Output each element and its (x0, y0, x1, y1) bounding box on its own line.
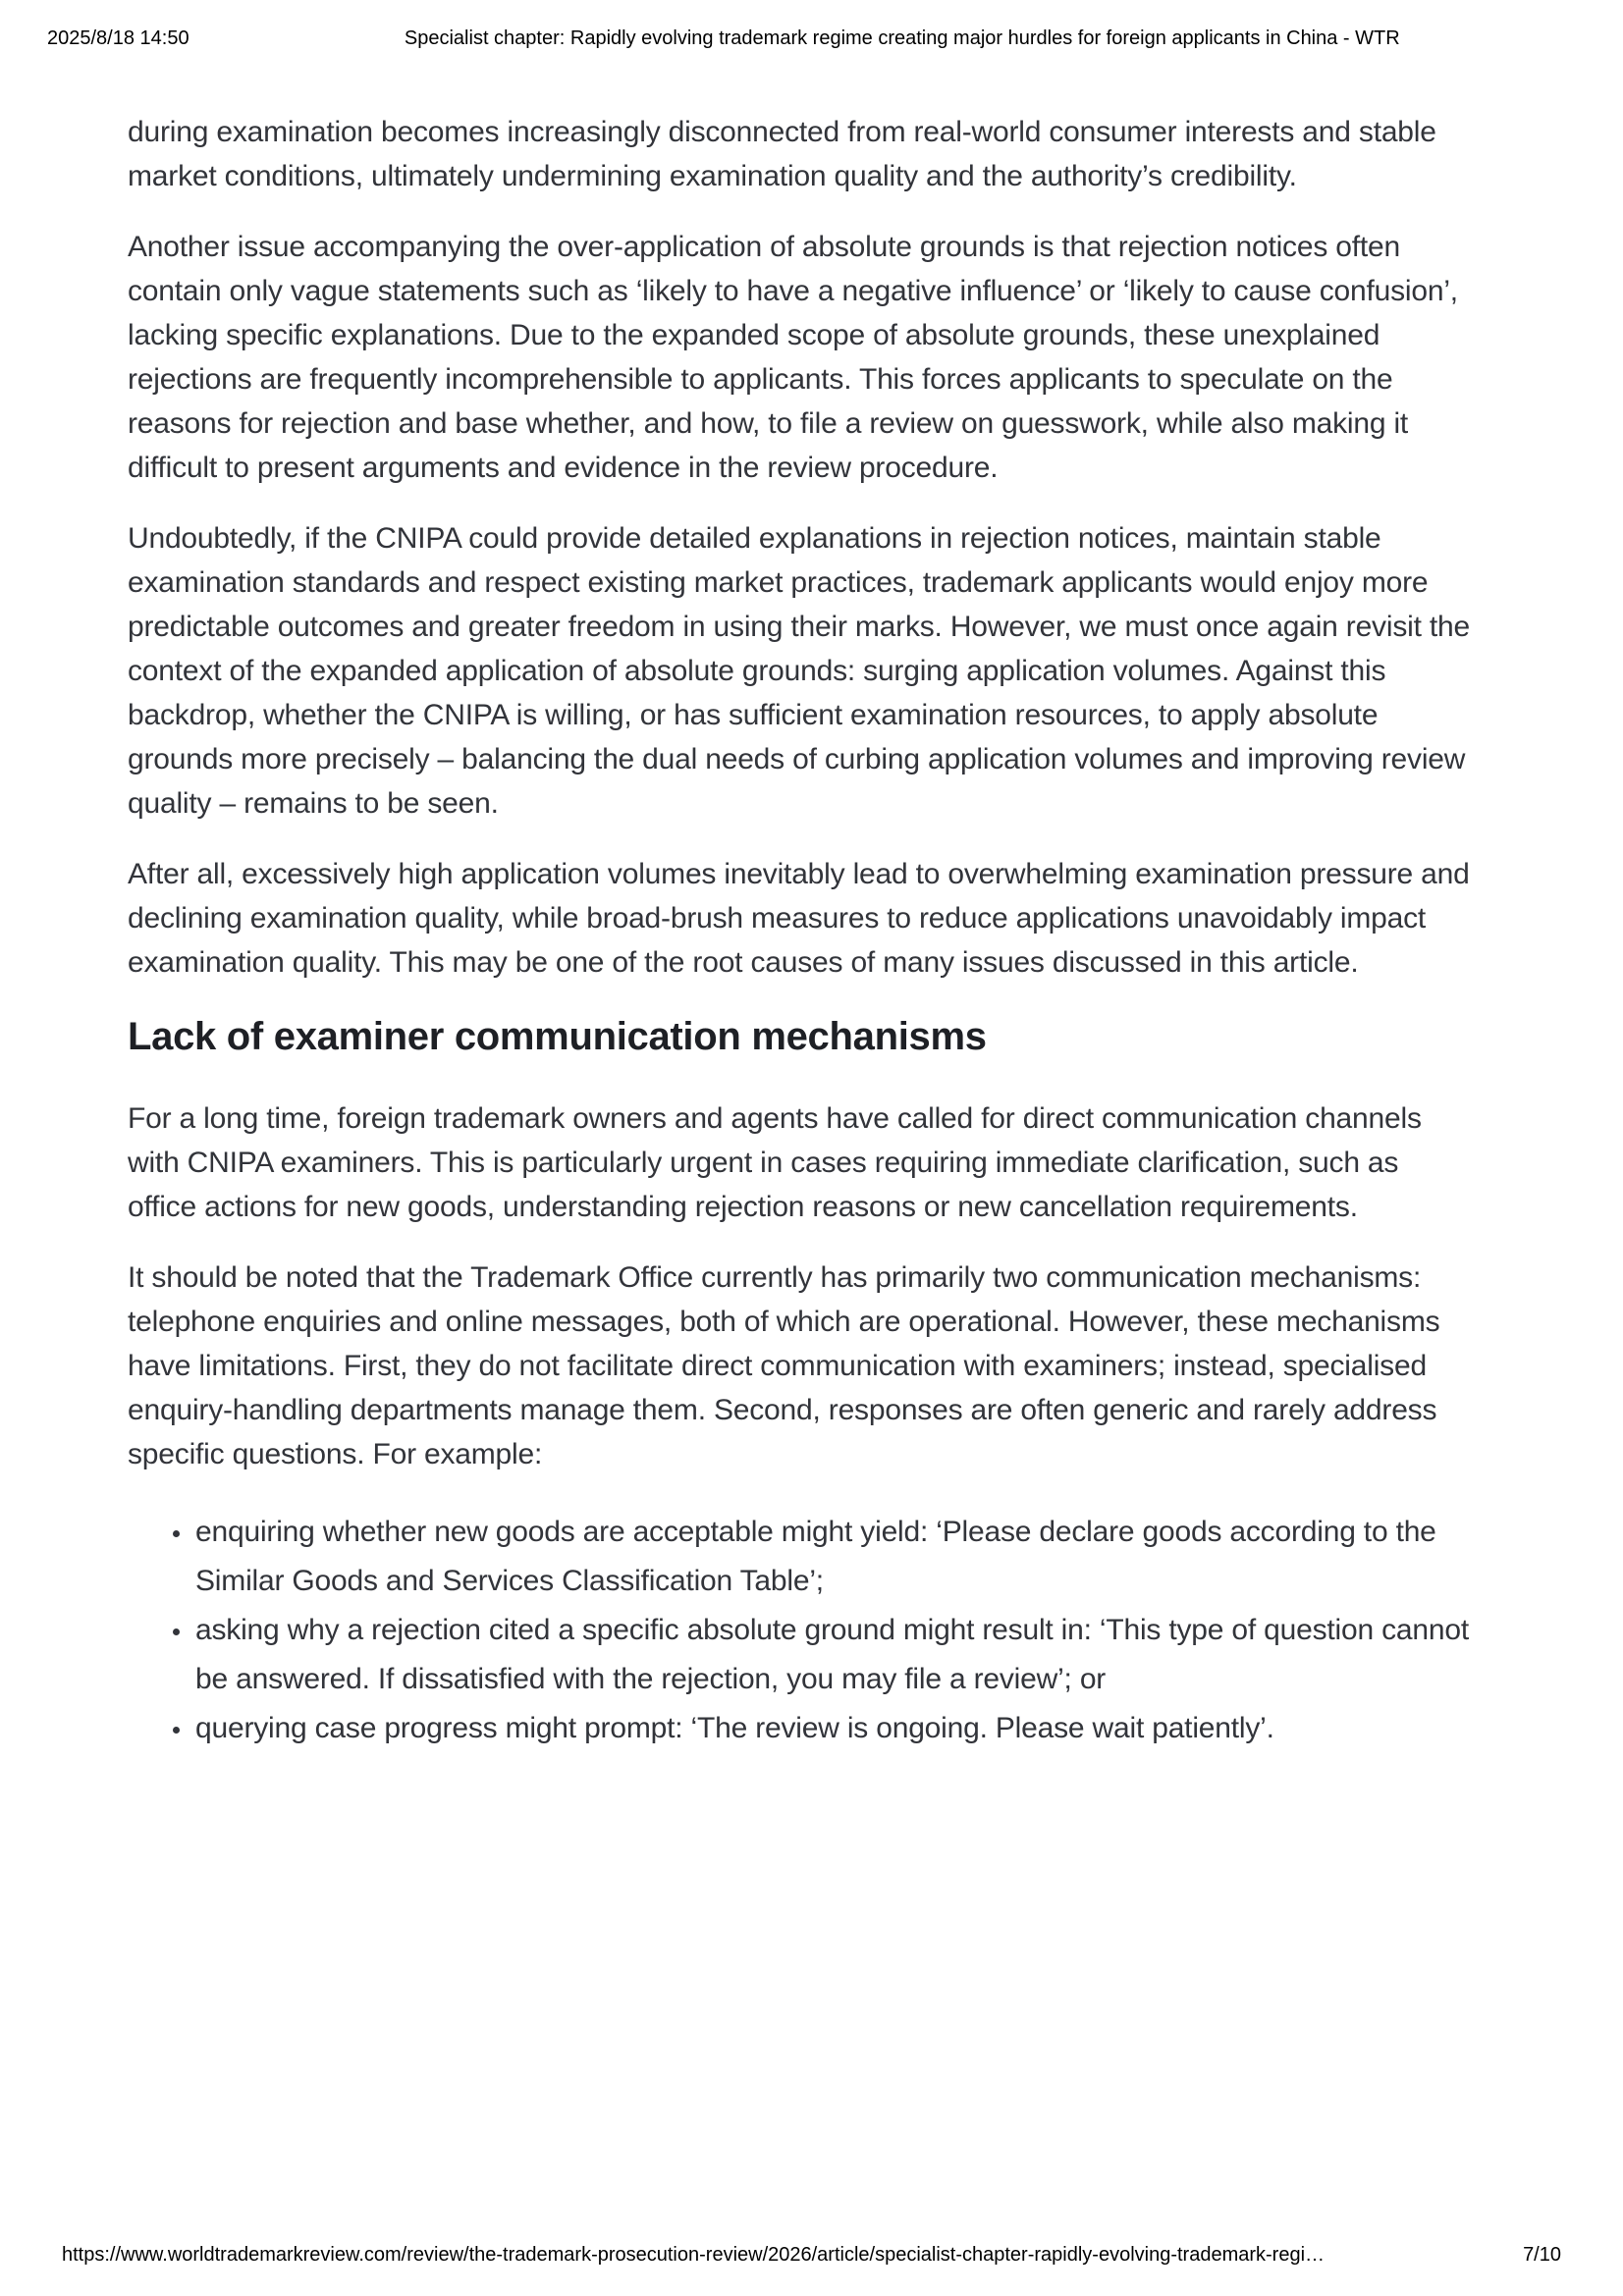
paragraph-communication-channels: For a long time, foreign trademark owners and agents have called for direct communication channels with CNIPA examiners. This is particularly urgent in cases requiring immediate clarification, such as office actions for new goods, understanding rejection reasons or new cancellation requirements. (128, 1102, 1422, 1223)
example-list (128, 1508, 1475, 1753)
section-heading: Lack of examiner communication mechanisms (128, 1015, 987, 1058)
paragraph-application-volumes: After all, excessively high application volumes inevitably lead to overwhelming examination pressure and declining examination quality, while broad-brush measures to reduce applications unavoidably impact examination quality. This may be one of the root causes of many issues discussed in this article. (128, 858, 1470, 979)
paragraph-cnipa-explanations: Undoubtedly, if the CNIPA could provide detailed explanations in rejection notices, maintain stable examination standards and respect existing market practices, trademark applicants would enjoy more predictable outcomes and greater freedom in using their marks. However, we must once again revisit the context of the expanded application of absolute grounds: surging application volumes. Against this backdrop, whether the CNIPA is willing, or has sufficient examination resources, to apply absolute grounds more precisely – balancing the dual needs of curbing application volumes and improving review quality – remains to be seen. (128, 522, 1470, 820)
list-item-rejection-ground: • asking why a rejection cited a specific absolute ground might result in: ‘This type of question cannot be answered. If dissatisfied with the rejection, you may file a review’; or (193, 1606, 1475, 1704)
list-item-new-goods: • enquiring whether new goods are acceptable might yield: ‘Please declare goods according to the Similar Goods and Services Classification Table’; (193, 1508, 1475, 1606)
paragraph-examination-quality: during examination becomes increasingly disconnected from real-world consumer interests and stable market conditions, ultimately undermining examination quality and the authority’s credibility. (128, 116, 1436, 192)
article-content (128, 110, 1475, 1753)
print-timestamp: 2025/8/18 14:50 (47, 27, 189, 49)
list-item-case-progress: • querying case progress might prompt: ‘The review is ongoing. Please wait patiently’. (193, 1704, 1475, 1753)
document-title: Specialist chapter: Rapidly evolving trademark regime creating major hurdles for foreign applicants in China - WTR (404, 27, 1400, 49)
print-footer (0, 2244, 1623, 2267)
print-header (0, 27, 1623, 50)
paragraph-vague-rejections: Another issue accompanying the over-application of absolute grounds is that rejection notices often contain only vague statements such as ‘likely to have a negative influence’ or ‘likely to cause confusion’, lacking specific explanations. Due to the expanded scope of absolute grounds, these unexplained rejections are frequently incomprehensible to applicants. This forces applicants to speculate on the reasons for rejection and base whether, and how, to file a review on guesswork, while also making it difficult to present arguments and evidence in the review procedure. (128, 231, 1458, 484)
source-url: https://www.worldtrademarkreview.com/review/the-trademark-prosecution-review/2026/article/specialist-chapter-rapidly-evolving-trademark-regi… (62, 2244, 1325, 2266)
page-number: 7/10 (1523, 2244, 1561, 2266)
paragraph-two-mechanisms: It should be noted that the Trademark Office currently has primarily two communication mechanisms: telephone enquiries and online messages, both of which are operational. However, these mechanisms have limitations. First, they do not facilitate direct communication with examiners; instead, specialised enquiry-handling departments manage them. Second, responses are often generic and rarely address specific questions. For example: (128, 1261, 1440, 1470)
